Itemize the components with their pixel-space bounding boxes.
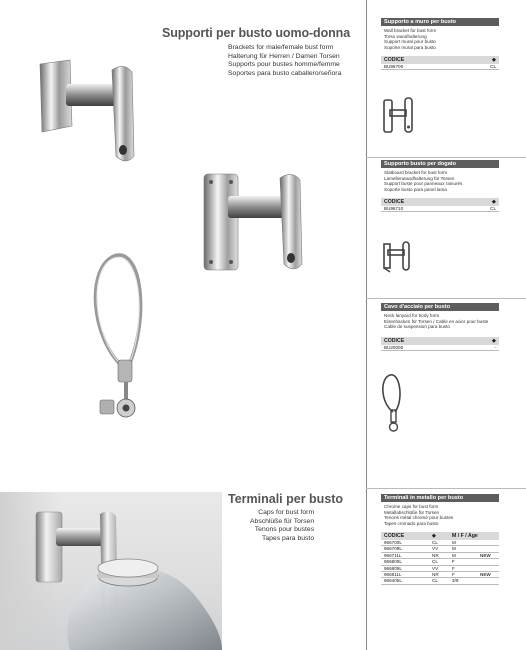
spec-description [381, 311, 499, 337]
col-code: CODICE [384, 57, 405, 63]
cell-gender-age: F [452, 571, 455, 577]
new-badge: NEW [480, 552, 491, 558]
subtitle-line: Supports pour bustes homme/femme [228, 61, 340, 69]
desc-line: Cable de suspension para busto [384, 324, 450, 330]
cell-code: 966711L [384, 552, 402, 558]
desc-line: Torso wandhalterung [384, 33, 427, 39]
cell-code: BU96710 [384, 206, 404, 211]
cell-gender-age: M [452, 546, 456, 552]
desc-line: Lamellenwandhalterung für Torsen [384, 175, 455, 181]
section-divider [366, 157, 526, 158]
cell-value: - [494, 345, 496, 350]
caps-table-body [381, 540, 499, 585]
cell-finish: VV [432, 565, 439, 571]
col-code: CODICE [384, 533, 405, 539]
spec-header: Terminali in metallo per busto [381, 494, 499, 502]
col-code: CODICE [384, 199, 405, 205]
section-title-brackets: Supporti per busto uomo-donna [162, 26, 351, 40]
spec-description [381, 502, 499, 532]
cell-code: 966700L [384, 540, 402, 545]
desc-line: Slatboard bracket for bust form [384, 170, 448, 175]
col-finish-icon: ◆ [432, 533, 436, 539]
desc-line: Metallabschlüße für Torsen [384, 509, 440, 515]
bust-form-photo [0, 492, 222, 650]
cell-gender-age: M [452, 540, 456, 545]
cell-code: 966800L [384, 559, 402, 565]
cell-finish: CL [432, 559, 438, 565]
desc-line: Support buste pour panneaux rainurés [384, 181, 463, 187]
table-row [381, 64, 499, 70]
desc-line: Chrome caps for bust form [384, 504, 439, 509]
section-subtitles-caps [250, 509, 314, 543]
spec-metal-caps [381, 494, 499, 585]
section-subtitles-brackets [228, 44, 341, 78]
steel-cable-image [84, 248, 164, 428]
cell-gender-age: 3/9 [452, 578, 459, 584]
subtitle-line: Tenons pour bustes [254, 526, 315, 534]
desc-line: Tapes cromado para busto [384, 520, 439, 526]
spec-wall-bracket [381, 18, 499, 70]
table-header [381, 532, 499, 540]
col-finish-icon: ◆ [492, 57, 496, 63]
cell-gender-age: F [452, 559, 455, 565]
cell-code: 966709L [384, 546, 402, 552]
slatboard-bracket-thumbnail [378, 238, 418, 278]
table-row [381, 206, 499, 212]
subtitle-line: Soportes para busto caballero/señora [228, 69, 342, 77]
subtitle-line: Abschlüße für Torsen [250, 517, 315, 525]
cell-code: BU96700 [384, 64, 404, 69]
cell-finish: CL [490, 206, 496, 211]
cell-gender-age: M [452, 552, 456, 558]
desc-line: Eisenhacken für Torsen / Cable en acier pour buste [384, 318, 489, 324]
subtitle-line: Caps for bust form [258, 509, 315, 516]
desc-line: Soporte busto para panel lama [384, 186, 447, 192]
cell-code: 966811L [384, 571, 402, 577]
cell-finish: CL [490, 64, 496, 69]
cell-finish: NR [432, 571, 439, 577]
cell-code: BU20000 [384, 345, 404, 350]
desc-line: Neck lanyard for body form [384, 313, 440, 318]
spec-description [381, 26, 499, 56]
bust-mount-illustration [0, 492, 222, 650]
cell-code: 966809L [384, 565, 402, 571]
spec-steel-cable [381, 303, 499, 351]
cell-gender-age: F [452, 565, 455, 571]
table-row [381, 578, 499, 584]
new-badge: NEW [480, 571, 491, 577]
cell-finish: VV [432, 546, 439, 552]
spec-slatboard-bracket [381, 160, 499, 212]
subtitle-line: Brackets for male/female bust form [228, 44, 334, 51]
cell-code: 966405L [384, 578, 402, 584]
table-header [381, 198, 499, 206]
col-finish-icon: ◆ [492, 199, 496, 205]
slatboard-bracket-image [200, 168, 314, 278]
spec-header: Supporto busto per dogato [381, 160, 499, 168]
desc-line: Tenons métal chromé pour bustes [384, 515, 454, 521]
spec-description [381, 168, 499, 198]
desc-line: Soporte mural para busto [384, 44, 436, 50]
wall-bracket-image [36, 58, 148, 170]
table-header [381, 56, 499, 64]
cell-finish: CL [432, 540, 438, 545]
col-gender-age: M / F / Age [452, 533, 478, 539]
table-header [381, 337, 499, 345]
sidebar-rule [366, 0, 367, 650]
section-divider [366, 488, 526, 489]
wall-bracket-thumbnail [378, 94, 418, 138]
desc-line: Wall bracket for bust form [384, 28, 437, 33]
spec-header: Cavo d'acciaio per busto [381, 303, 499, 311]
spec-header: Supporto a muro per busto [381, 18, 499, 26]
table-row [381, 345, 499, 351]
desc-line: Support mural pour buste [384, 39, 436, 45]
col-code: CODICE [384, 338, 405, 344]
col-finish-icon: ◆ [492, 338, 496, 344]
cell-finish: CL [432, 578, 438, 584]
subtitle-line: Tapes para busto [261, 534, 315, 542]
section-title-caps: Terminali per busto [228, 492, 344, 506]
steel-cable-thumbnail [378, 372, 408, 434]
section-divider [366, 298, 526, 299]
subtitle-line: Halterung für Herren / Damen Torsen [228, 52, 340, 60]
cell-finish: NR [432, 552, 439, 558]
